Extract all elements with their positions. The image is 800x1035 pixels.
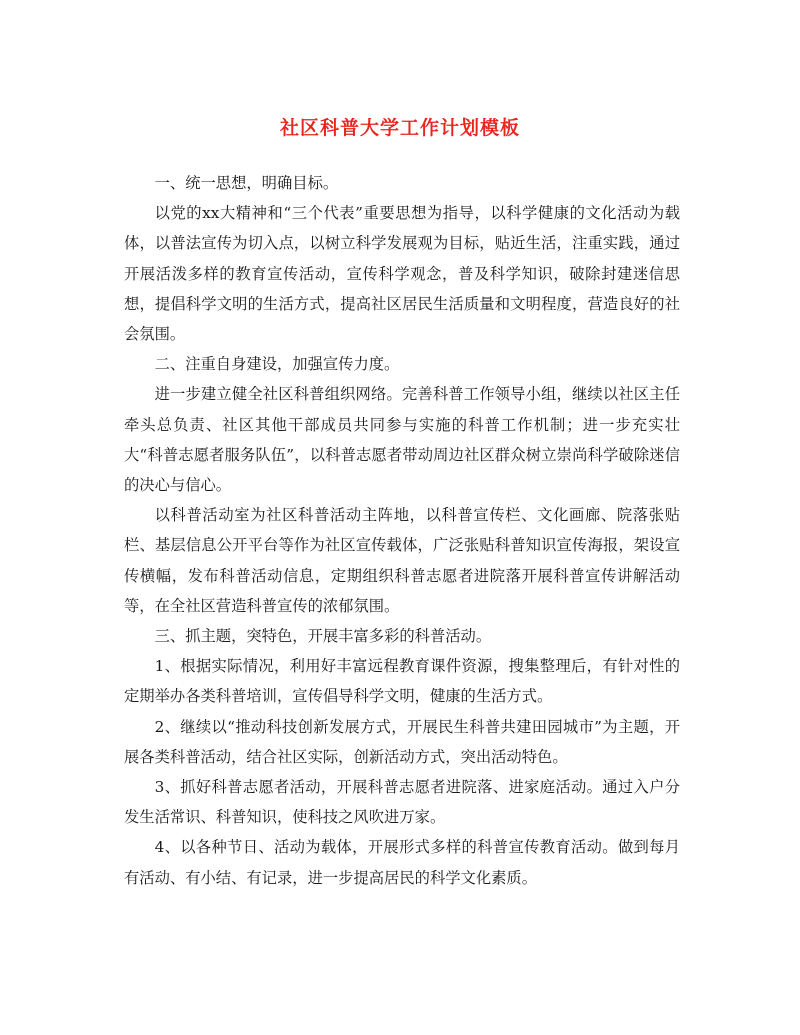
document-body — [124, 168, 680, 893]
section-heading-2: 二、注重自身建设，加强宣传力度。 — [154, 355, 400, 374]
paragraph: 以科普活动室为社区科普活动主阵地，以科普宣传栏、文化画廊、院落张贴栏、基层信息公开平台等作为社区宣传载体，广泛张贴科普知识宣传海报，架设宣传横幅，发布科普活动信息，定期组织科普志愿者进院落开展科普宣传讲解活动等，在全社区营造科普宣传的浓郁氛围。 — [124, 506, 680, 615]
document-title: 社区科普大学工作计划模板 — [279, 117, 520, 139]
list-item: 4、以各种节日、活动为载体，开展形式多样的科普宣传教育活动。做到每月有活动、有小结、有记录，进一步提高居民的科学文化素质。 — [124, 838, 680, 887]
list-item: 2、继续以“推动科技创新发展方式，开展民生科普共建田园城市”为主题，开展各类科普活动，结合社区实际，创新活动方式，突出活动特色。 — [124, 717, 680, 766]
section-heading-3: 三、抓主题，突特色，开展丰富多彩的科普活动。 — [154, 627, 492, 646]
paragraph: 进一步建立健全社区科普组织网络。完善科普工作领导小组，继续以社区主任牵头总负责、社区其他干部成员共同参与实施的科普工作机制；进一步充实壮大“科普志愿者服务队伍”，以科普志愿者带动周边社区群众树立崇尚科学破除迷信的决心与信心。 — [124, 385, 680, 495]
section-heading-1: 一、统一思想，明确目标。 — [154, 174, 339, 192]
paragraph: 以党的xx大精神和“三个代表”重要思想为指导，以科学健康的文化活动为载体，以普法宣传为切入点，以树立科学发展观为目标，贴近生活，注重实践，通过开展活泼多样的教育宣传活动，宣传科学观念，普及科学知识，破除封建迷信思想，提倡科学文明的生活方式，提高社区居民生活质量和文明程度，营造良好的社会氛围。 — [124, 204, 680, 344]
list-item: 3、抓好科普志愿者活动，开展科普志愿者进院落、进家庭活动。通过入户分发生活常识、科普知识，使科技之风吹进万家。 — [124, 778, 680, 827]
list-item: 1、根据实际情况，利用好丰富远程教育课件资源，搜集整理后，有针对性的定期举办各类科普培训，宣传倡导科学文明，健康的生活方式。 — [124, 657, 680, 706]
